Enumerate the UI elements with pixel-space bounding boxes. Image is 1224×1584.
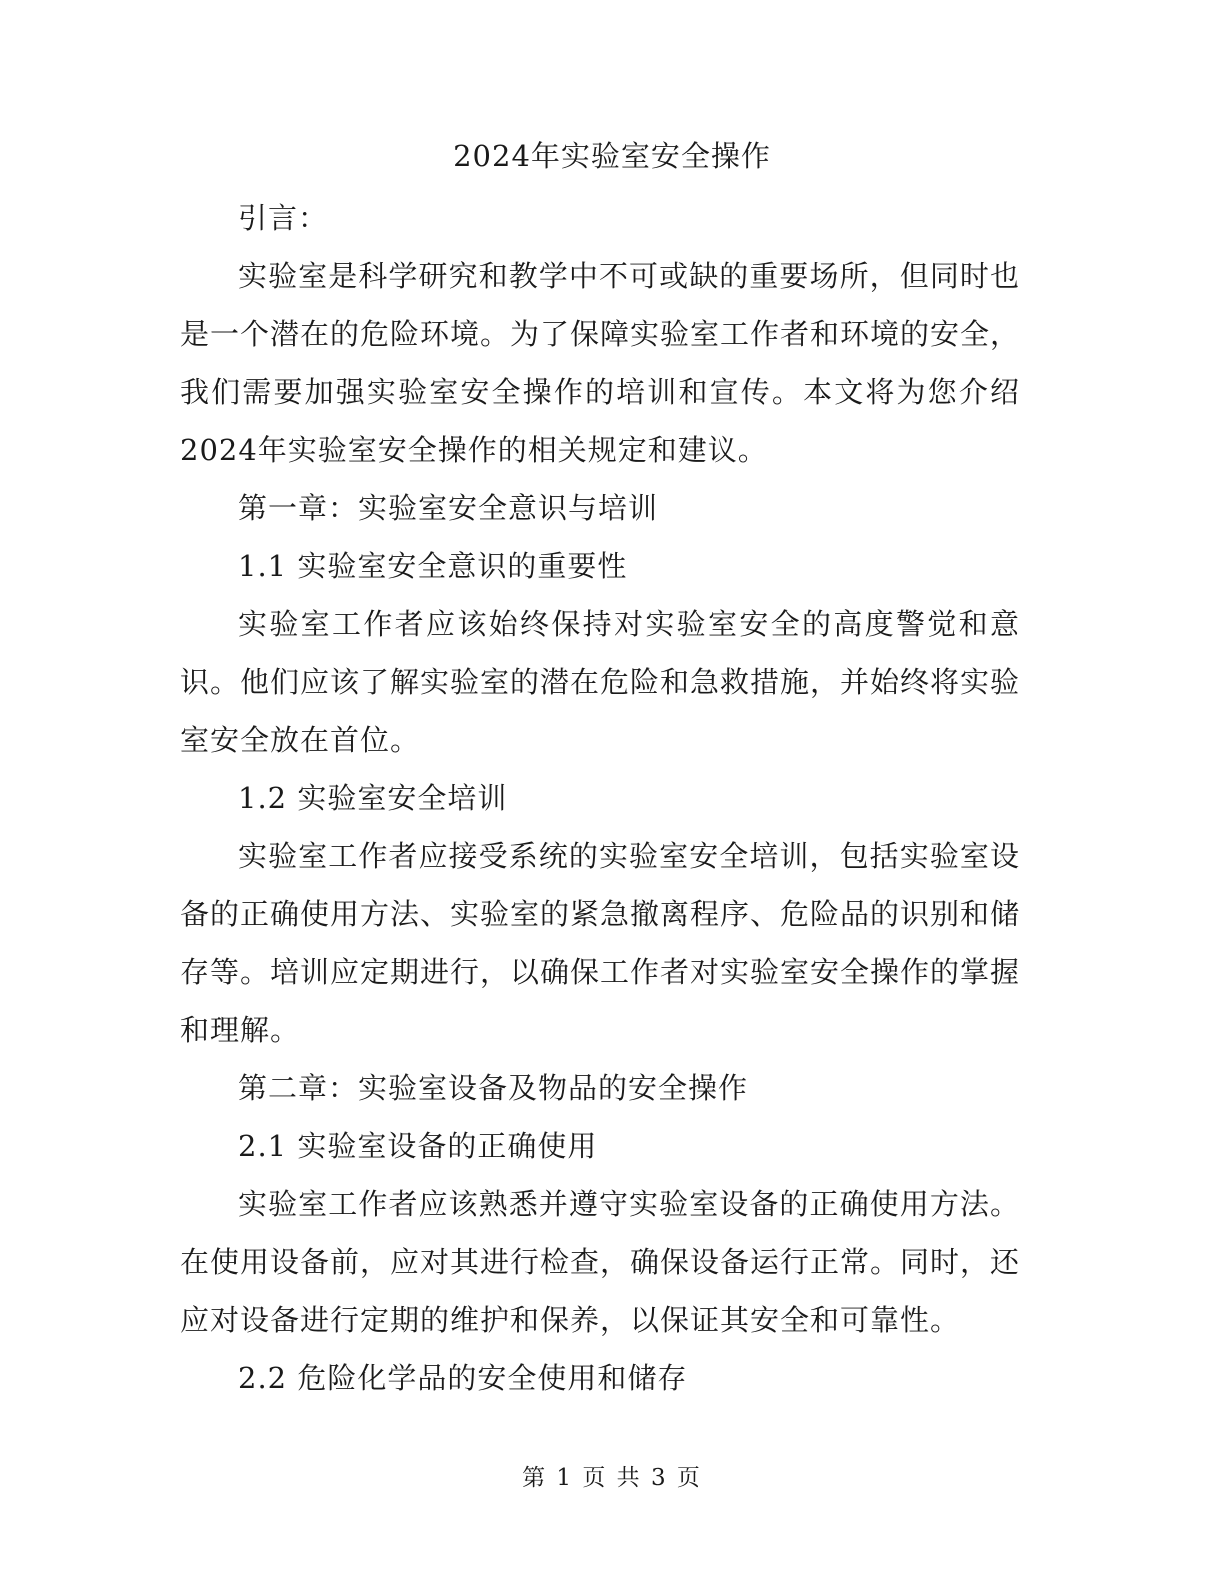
document-body (180, 189, 1020, 1407)
section-1-1-paragraph: 实验室工作者应该始终保持对实验室安全的高度警觉和意识。他们应该了解实验室的潜在危险和急救措施，并始终将实验室安全放在首位。 (180, 607, 1021, 757)
section-1-2-heading: 1.2 实验室安全培训 (238, 781, 508, 815)
chapter-2-heading: 第二章：实验室设备及物品的安全操作 (238, 1071, 749, 1105)
intro-heading: 引言： (238, 201, 329, 235)
chapter-1-heading: 第一章：实验室安全意识与培训 (238, 491, 659, 525)
section-1-2-paragraph: 实验室工作者应接受系统的实验室安全培训，包括实验室设备的正确使用方法、实验室的紧急撤离程序、危险品的识别和储存等。培训应定期进行，以确保工作者对实验室安全操作的掌握和理解。 (180, 839, 1021, 1047)
document-title: 2024年实验室安全操作 (453, 139, 771, 173)
page-footer: 第 1 页 共 3 页 (522, 1465, 702, 1491)
section-2-1-paragraph: 实验室工作者应该熟悉并遵守实验室设备的正确使用方法。在使用设备前，应对其进行检查，确保设备运行正常。同时，还应对设备进行定期的维护和保养，以保证其安全和可靠性。 (180, 1187, 1021, 1337)
section-1-1-heading: 1.1 实验室安全意识的重要性 (238, 549, 628, 583)
section-2-1-heading: 2.1 实验室设备的正确使用 (238, 1129, 598, 1163)
section-2-2-heading: 2.2 危险化学品的安全使用和储存 (238, 1361, 688, 1395)
intro-paragraph: 实验室是科学研究和教学中不可或缺的重要场所，但同时也是一个潜在的危险环境。为了保障实验室工作者和环境的安全，我们需要加强实验室安全操作的培训和宣传。本文将为您介绍2024年实验室安全操作的相关规定和建议。 (180, 259, 1021, 467)
